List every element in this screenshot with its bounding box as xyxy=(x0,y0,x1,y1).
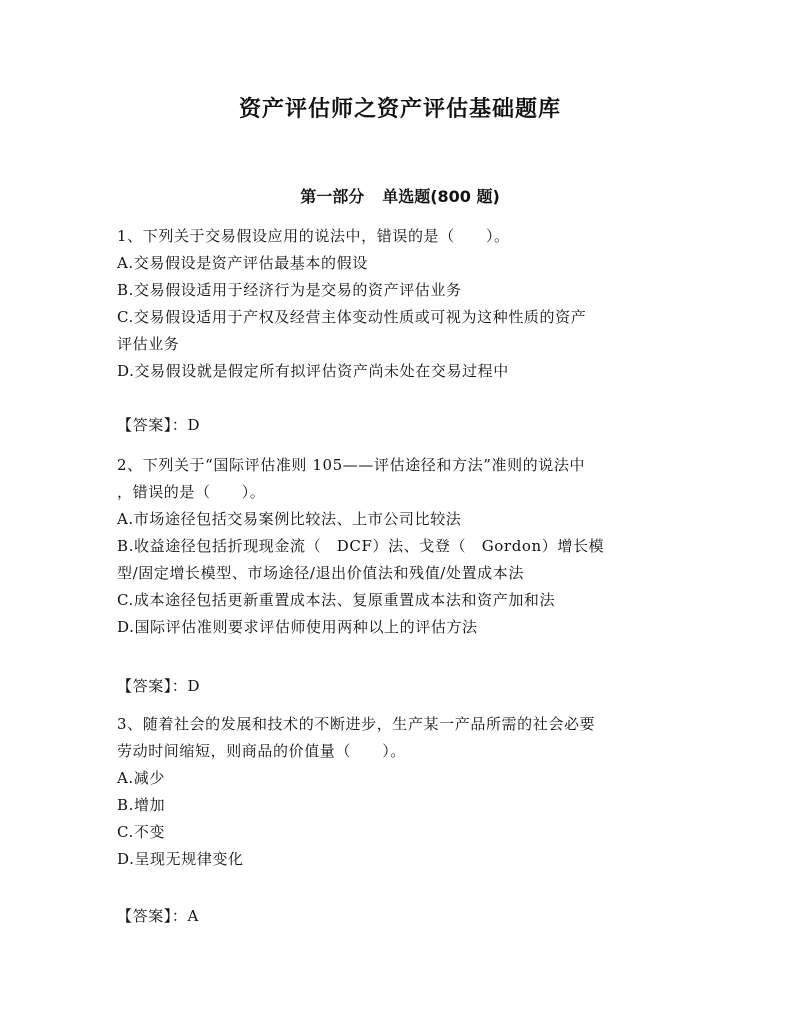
question-stem: 1、下列关于交易假设应用的说法中，错误的是（ ）。 xyxy=(117,227,510,245)
answer-label: 【答案】： xyxy=(117,677,188,695)
option-b: B.增加 xyxy=(117,796,166,814)
answer-value: A xyxy=(187,907,199,925)
answer-value: D xyxy=(187,416,201,434)
question-stem: 3、随着社会的发展和技术的不断进步，生产某一产品所需的社会必要 xyxy=(117,715,596,733)
option-c-cont: 评估业务 xyxy=(117,335,180,353)
document-title: 资产评估师之资产评估基础题库 xyxy=(238,97,561,122)
section-part: 第一部分 xyxy=(300,187,365,206)
question-stem-cont: 劳动时间缩短，则商品的价值量（ ）。 xyxy=(117,742,406,760)
question-2 xyxy=(117,452,687,641)
answer-3 xyxy=(117,903,199,930)
question-stem-cont: ，错误的是（ ）。 xyxy=(117,483,266,501)
option-d: D.交易假设就是假定所有拟评估资产尚未处在交易过程中 xyxy=(117,362,509,380)
section-name: 单选题(800 题) xyxy=(382,187,500,206)
answer-1 xyxy=(117,412,200,439)
option-c: C.交易假设适用于产权及经营主体变动性质或可视为这种性质的资产 xyxy=(117,308,587,326)
option-b: B.交易假设适用于经济行为是交易的资产评估业务 xyxy=(117,281,462,299)
option-c: C.不变 xyxy=(117,823,166,841)
option-d: D.国际评估准则要求评估师使用两种以上的评估方法 xyxy=(117,618,478,636)
option-b: B.收益途径包括折现现金流（ DCF）法、戈登（ Gordon）增长模 xyxy=(117,537,605,555)
section-heading xyxy=(0,184,800,207)
option-a: A.减少 xyxy=(117,769,166,787)
option-a: A.市场途径包括交易案例比较法、上市公司比较法 xyxy=(117,510,462,528)
answer-label: 【答案】： xyxy=(117,416,188,434)
question-3 xyxy=(117,711,687,873)
option-d: D.呈现无规律变化 xyxy=(117,850,244,868)
question-1 xyxy=(117,223,687,385)
answer-label: 【答案】： xyxy=(117,907,188,925)
option-b-cont: 型/固定增长模型、市场途径/退出价值法和残值/处置成本法 xyxy=(117,564,524,582)
question-stem: 2、下列关于“国际评估准则 105——评估途径和方法”准则的说法中 xyxy=(117,456,586,474)
option-a: A.交易假设是资产评估最基本的假设 xyxy=(117,254,368,272)
option-c: C.成本途径包括更新重置成本法、复原重置成本法和资产加和法 xyxy=(117,591,556,609)
answer-value: D xyxy=(187,677,201,695)
answer-2 xyxy=(117,673,200,700)
